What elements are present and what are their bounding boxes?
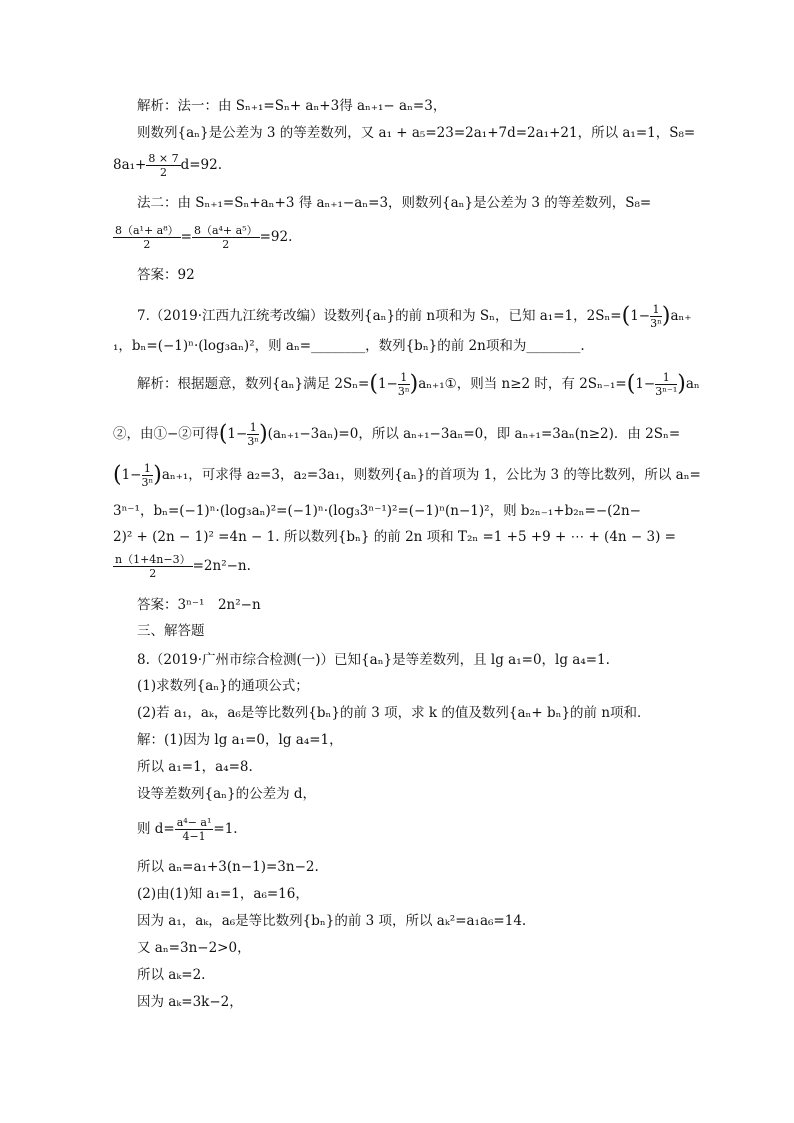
numerator: 8（a¹+ a⁸） [115,224,179,237]
numerator: 1 [398,371,410,385]
fraction [655,371,677,398]
paren: ( [218,421,228,447]
numerator: 1 [650,303,662,317]
formula-line [137,816,238,843]
question-8-part-2 [137,704,651,722]
denominator: 3ⁿ⁻¹ [655,385,678,398]
text: aₙ [685,376,700,392]
text: 答案：92 [137,267,195,283]
formula-line [113,152,222,179]
solution-line [137,124,695,142]
text: aₙ₊₁，可求得 a₂=3，a₂=3a₁，则数列{aₙ}的首项为 1，公比为 3 的等比数列，所以 aₙ= [161,467,701,483]
paren: ) [259,421,268,447]
paren: ( [369,371,378,397]
solution-line [137,785,316,803]
solution-line [113,528,676,546]
answer-line [137,596,261,614]
text: 因为 a₁，aₖ，a₆是等比数列{bₙ}的前 3 项，所以 aₖ²=a₁a₆=14. [137,913,527,929]
paren: ( [626,371,636,397]
question-7-line: 7.（2019·江西九江统考改编）设数列{aₙ}的前 n项和为 Sₙ，已知 a₁=1，2Sₙ=(1− $\frac{1}{\text{3ⁿ}}$ )aₙ₊ [137,303,692,330]
numerator: 1 [655,371,677,385]
denominator: 2 [149,567,157,580]
denominator: 2 [143,238,151,251]
text: 7.（2019·江西九江统考改编）设数列{aₙ}的前 n项和为 Sₙ，已知 a₁=1，2Sₙ= [137,308,622,324]
text: ₁，bₙ=(−1)ⁿ·(log₃aₙ)²，则 aₙ=________，数列{bₙ}的前 2n项和为________. [113,338,585,354]
fraction [146,152,180,179]
text: 所以 aₙ=a₁+3(n−1)=3n−2. [137,859,319,875]
solution-line: 解析：根据题意，数列{aₙ}满足 2Sₙ=(1− $\frac{1}{\text{3ⁿ}}$ )aₙ₊₁①，则当 n≥2 时，有 2Sₙ₋₁=(1− $\frac{1}{\text{3ⁿ⁻¹}}$ )aₙ [137,371,700,398]
answer-line [137,266,195,284]
text: 解：(1)因为 lg a₁=0，lg a₄=1， [137,732,343,748]
text: 所以 a₁=1，a₄=8. [137,759,253,775]
solution-line [137,939,251,957]
fraction [398,371,410,398]
paren: ( [113,462,122,488]
text: (2)若 a₁，aₖ，a₆是等比数列{bₙ}的前 3 项，求 k 的值及数列{aₙ+ bₙ}的前 n项和． [137,705,651,721]
text: 答案：3ⁿ⁻¹ 2n²−n [137,597,261,613]
text: =92. [259,229,293,245]
text: 所以 aₖ=2. [137,967,206,983]
paren: ) [409,371,419,397]
solution-line [137,993,243,1011]
denominator: 4−1 [182,830,206,843]
fraction [142,462,154,489]
text: 又 aₙ=3n−2>0， [137,940,251,956]
text: 解析：根据题意，数列{aₙ}满足 2Sₙ= [137,376,370,392]
text: =1. [213,821,238,837]
paren: ) [677,371,686,397]
text: =2n²−n. [192,558,251,574]
text: 8a₁+ [113,157,147,173]
fraction [247,421,259,448]
solution-line [113,502,641,520]
section-heading [137,622,205,640]
question-8-line [137,651,610,669]
numerator: 1 [247,421,259,435]
paren: ) [661,303,671,329]
text: = [180,229,192,245]
numerator: 8（a⁴+ a⁵） [193,224,258,237]
fraction [192,224,260,251]
text: 2)² + (2n − 1)² =4n − 1. 所以数列{bₙ} 的前 2n 项和 T₂ₙ =1 +5 +9 + ⋯ + (4n − 3) = [113,529,676,545]
solution-line [137,858,319,876]
text: 则 d= [137,821,175,837]
denominator: 2 [222,238,230,251]
fraction [113,553,193,580]
text: (aₙ₊₁−3aₙ)=0，所以 aₙ₊₁−3aₙ=0，即 aₙ₊₁=3aₙ(n≥2)．由 2Sₙ= [267,426,681,442]
text: (1)求数列{aₙ}的通项公式； [137,678,309,694]
text: d=92. [180,157,223,173]
solution-line [137,731,343,749]
paren: ) [153,462,162,488]
fraction [650,303,662,330]
denominator: 3ⁿ [247,435,260,448]
denominator: 2 [159,166,167,179]
text: 则数列{aₙ}是公差为 3 的等差数列，又 a₁ + a₅=23=2a₁+7d=2a₁+21，所以 a₁=1，S₈= [137,125,696,141]
denominator: 3ⁿ [141,476,154,489]
denominator: 3ⁿ [397,385,410,398]
solution-line: ②，由①−②可得(1− $\frac{1}{\text{3ⁿ}}$ )(aₙ₊₁−3aₙ)=0，所以 aₙ₊₁−3aₙ=0，即 aₙ₊₁=3aₙ(n≥2)．由 2Sₙ= [113,421,681,448]
text: 因为 aₖ=3k−2， [137,994,243,1010]
text: 8.（2019·广州市综合检测(一)）已知{aₙ}是等差数列，且 lg a₁=0，lg a₄=1. [137,652,610,668]
fraction [175,816,214,843]
numerator: n（1+4n−3） [115,553,191,566]
fraction [113,224,181,251]
solution-line [137,885,309,903]
formula-line [113,224,292,251]
paren: ( [621,303,631,329]
solution-line [137,966,205,984]
text: 解析：法一：由 Sₙ₊₁=Sₙ+ aₙ+3得 aₙ₊₁− aₙ=3， [137,98,447,114]
denominator: 3ⁿ [650,317,662,330]
text: aₙ₊ [670,308,692,324]
solution-line [137,912,526,930]
formula-line [113,553,251,580]
numerator: 8 × 7 [148,152,179,165]
solution-line: (1− $\frac{1}{\text{3ⁿ}}$ )aₙ₊₁，可求得 a₂=3，a₂=3a₁，则数列{aₙ}的首项为 1，公比为 3 的等比数列，所以 aₙ= [113,462,701,489]
solution-line [137,758,253,776]
question-7-line [113,337,585,355]
numerator: 1 [142,462,154,476]
text: (2)由(1)知 a₁=1，a₆=16， [137,886,309,902]
text: 三、解答题 [137,623,205,639]
solution-method-1-line [137,97,446,115]
text: aₙ₊₁①，则当 n≥2 时，有 2Sₙ₋₁= [418,376,627,392]
text: 设等差数列{aₙ}的公差为 d， [137,786,316,802]
numerator: a⁴− a¹ [176,816,212,829]
text: 3ⁿ⁻¹，bₙ=(−1)ⁿ·(log₃aₙ)²=(−1)ⁿ·(log₃3ⁿ⁻¹)²=(−1)ⁿ(n−1)²，则 b₂ₙ₋₁+b₂ₙ=−(2n− [113,503,641,519]
text: 法二：由 Sₙ₊₁=Sₙ+aₙ+3 得 aₙ₊₁−aₙ=3，则数列{aₙ}是公差为 3 的等差数列，S₈= [137,195,652,211]
solution-method-2-line [137,194,651,212]
text: ②，由①−②可得 [113,426,219,442]
question-8-part-1 [137,677,309,695]
